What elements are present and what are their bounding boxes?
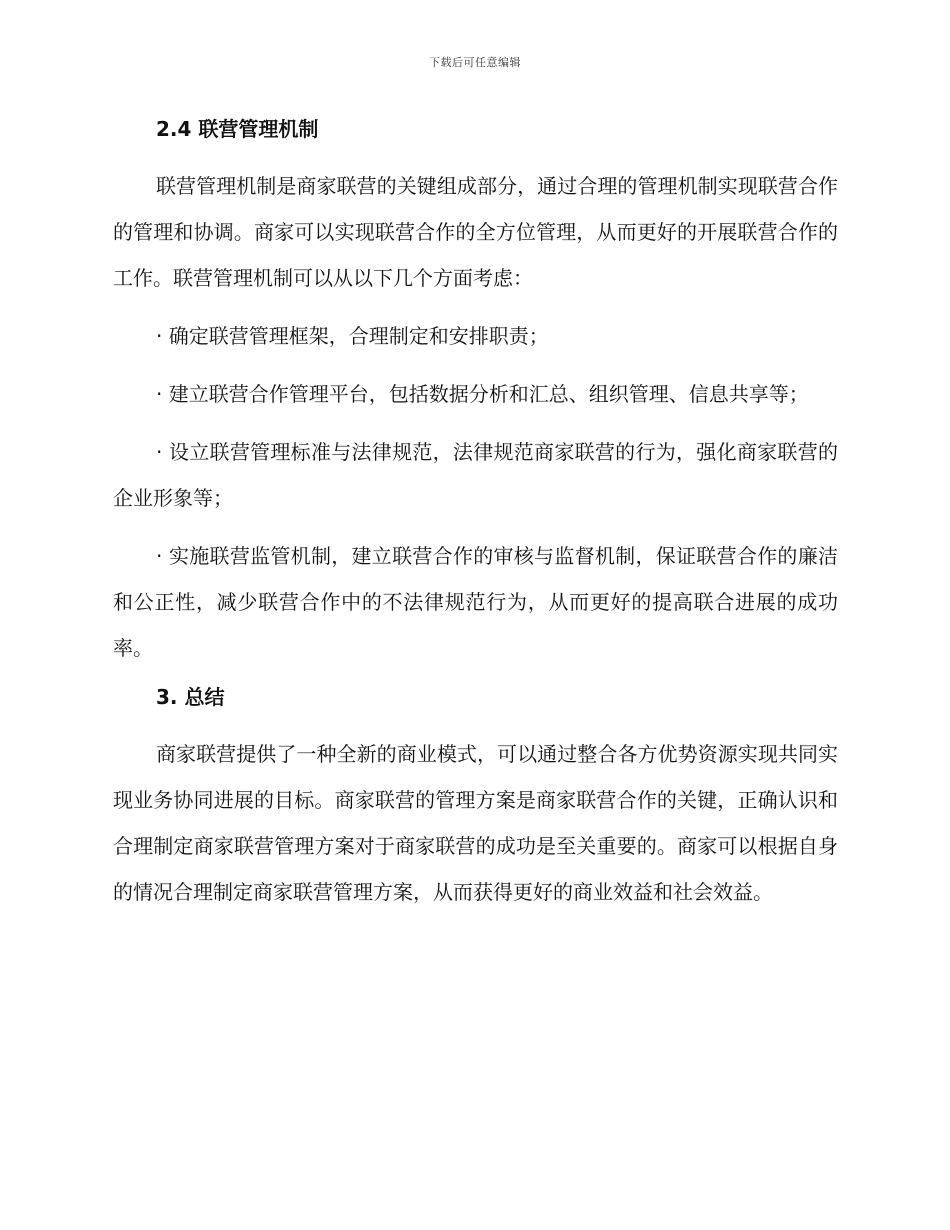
bullet-item-1: · 确定联营管理框架，合理制定和安排职责； (156, 324, 549, 348)
section-2-4-heading: 2.4 联营管理机制 (156, 117, 319, 141)
section-3-body: 商家联营提供了一种全新的商业模式，可以通过整合各方优势资源实现共同实现业务协同进展的目标。商家联营的管理方案是商家联营合作的关键，正确认识和合理制定商家联营管理方案对于商家联营的成功是至关重要的。商家可以根据自身的情况合理制定商家联营管理方案，从而获得更好的商业效益和社会效益。 (113, 742, 838, 904)
bullet-item-4: · 实施联营监管机制，建立联营合作的审核与监督机制，保证联营合作的廉洁和公正性，减少联营合作中的不法律规范行为，从而更好的提高联合进展的成功率。 (113, 544, 838, 660)
bullet-item-2: · 建立联营合作管理平台，包括数据分析和汇总、组织管理、信息共享等； (156, 382, 809, 406)
bullet-item-3: · 设立联营管理标准与法律规范，法律规范商家联营的行为，强化商家联营的企业形象等； (113, 440, 838, 510)
section-2-4-intro: 联营管理机制是商家联营的关键组成部分，通过合理的管理机制实现联营合作的管理和协调。商家可以实现联营合作的全方位管理，从而更好的开展联营合作的工作。联营管理机制可以从以下几个方面考虑： (113, 174, 838, 290)
header-note: 下载后可任意编辑 (429, 56, 521, 69)
document-body (113, 113, 838, 915)
section-3-heading: 3. 总结 (156, 685, 225, 709)
